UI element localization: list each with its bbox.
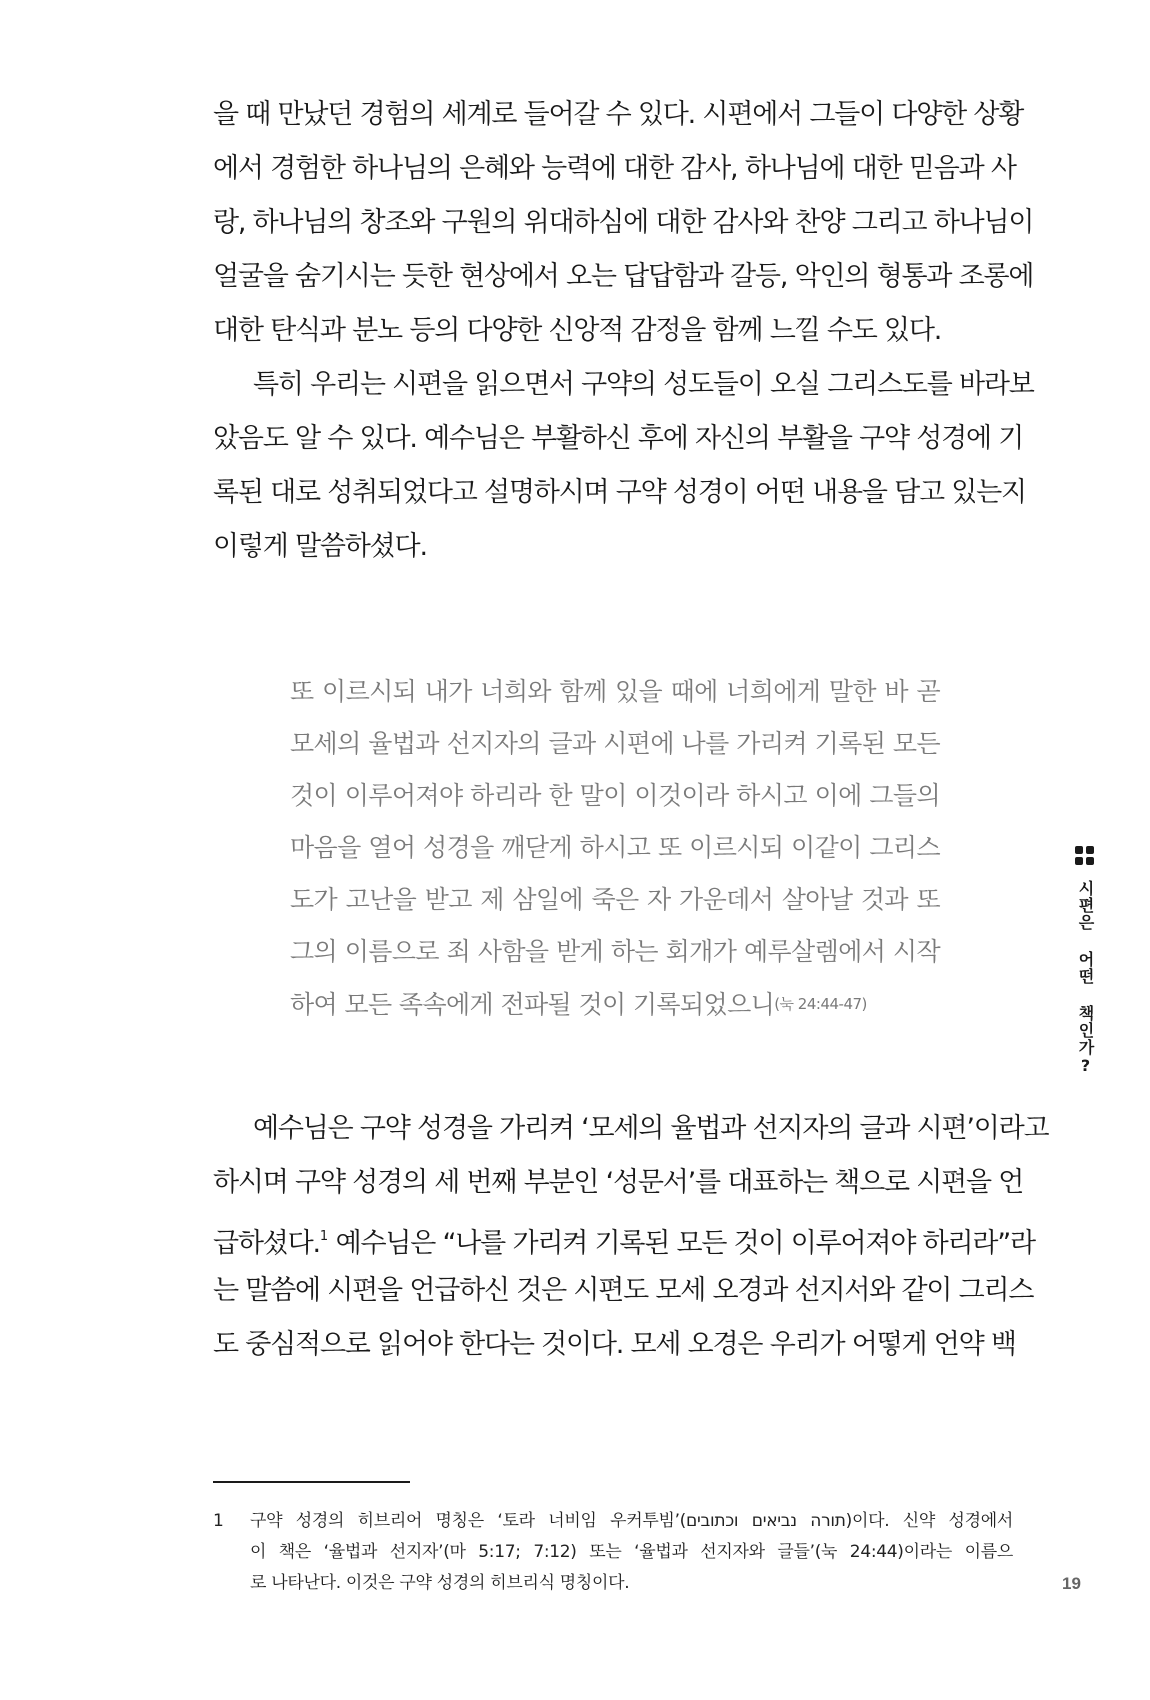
footnote-marker: 1 — [319, 1229, 329, 1244]
text-segment: 예수님은 “나를 가리켜 기록된 모든 것이 이루어져야 하리라”라 — [335, 1228, 1035, 1259]
text-line: 에서 경험한 하나님의 은혜와 능력에 대한 감사, 하나님에 대한 믿음과 사 — [213, 153, 1016, 184]
quote-reference: (눅 24:44-47) — [774, 995, 867, 1013]
quote-line: 그의 이름으로 죄 사함을 받게 하는 회개가 예루살렘에서 시작 — [290, 937, 940, 966]
text-line: 록된 대로 성취되었다고 설명하시며 구약 성경이 어떤 내용을 담고 있는지 — [213, 477, 1026, 508]
text-segment: 급하셨다. — [213, 1228, 320, 1259]
text-line: 이렇게 말씀하셨다. — [213, 531, 427, 562]
text-line: 예수님은 구약 성경을 가리켜 ‘모세의 율법과 선지자의 글과 시편’이라고 — [253, 1113, 1049, 1144]
footnote-divider — [213, 1481, 410, 1483]
paragraph-2 — [213, 358, 1034, 574]
quote-text: 하여 모든 족속에게 전파될 것이 기록되었으니 — [290, 990, 775, 1019]
text-line: 는 말씀에 시편을 언급하신 것은 시편도 모세 오경과 선지서와 같이 그리스 — [213, 1275, 1034, 1306]
text-line: 얼굴을 숨기시는 듯한 현상에서 오는 답답함과 갈등, 악인의 형통과 조롱에 — [213, 261, 1034, 292]
footnote-line: 이 책은 ‘율법과 선지자’(마 5:17; 7:12) 또는 ‘율법과 선지자와 글들’(눅 24:44)이라는 이름으 — [250, 1542, 1013, 1562]
text-line: 을 때 만났던 경험의 세계로 들어갈 수 있다. 시편에서 그들이 다양한 상황 — [213, 99, 1024, 130]
paragraph-1 — [213, 88, 1034, 358]
quote-line: 또 이르시되 내가 너희와 함께 있을 때에 너희에게 말한 바 곧 — [290, 677, 940, 706]
footnote-line: 로 나타난다. 이것은 구약 성경의 히브리식 명칭이다. — [250, 1573, 630, 1593]
text-line: 대한 탄식과 분노 등의 다양한 신앙적 감정을 함께 느낄 수도 있다. — [213, 315, 942, 346]
quote-line: 모세의 율법과 선지자의 글과 시편에 나를 가리켜 기록된 모든 — [290, 729, 940, 758]
footnote-body — [250, 1506, 1013, 1599]
quote-line: 마음을 열어 성경을 깨닫게 하시고 또 이르시되 이같이 그리스 — [290, 833, 940, 862]
text-line: 하시며 구약 성경의 세 번째 부분인 ‘성문서’를 대표하는 책으로 시편을 언 — [213, 1167, 1024, 1198]
quote-line-last — [290, 978, 940, 1030]
page-number: 19 — [1062, 1574, 1081, 1593]
quote-line: 도가 고난을 받고 제 삼일에 죽은 자 가운데서 살아날 것과 또 — [290, 885, 940, 914]
text-line — [213, 1210, 1035, 1264]
section-title-vertical: 시편은 어떤 책인가? — [1076, 880, 1095, 1076]
scripture-quote — [290, 666, 940, 1030]
paragraph-3 — [213, 1102, 1049, 1372]
footnote-number: 1 — [213, 1511, 224, 1531]
text-line: 도 중심적으로 읽어야 한다는 것이다. 모세 오경은 우리가 어떻게 언약 백 — [213, 1329, 1016, 1360]
text-line: 랑, 하나님의 창조와 구원의 위대하심에 대한 감사와 찬양 그리고 하나님이 — [213, 207, 1034, 238]
text-line: 특히 우리는 시편을 읽으면서 구약의 성도들이 오실 그리스도를 바라보 — [253, 369, 1034, 400]
text-line: 았음도 알 수 있다. 예수님은 부활하신 후에 자신의 부활을 구약 성경에 기 — [213, 423, 1024, 454]
footnote-line: 구약 성경의 히브리어 명칭은 ‘토라 너비임 우커투빔’(תורה נביאים וכתובים)이다. 신약 성경에서 — [250, 1511, 1014, 1531]
four-square-ornament-icon — [1075, 846, 1095, 866]
quote-line: 것이 이루어져야 하리라 한 말이 이것이라 하시고 이에 그들의 — [290, 781, 940, 810]
